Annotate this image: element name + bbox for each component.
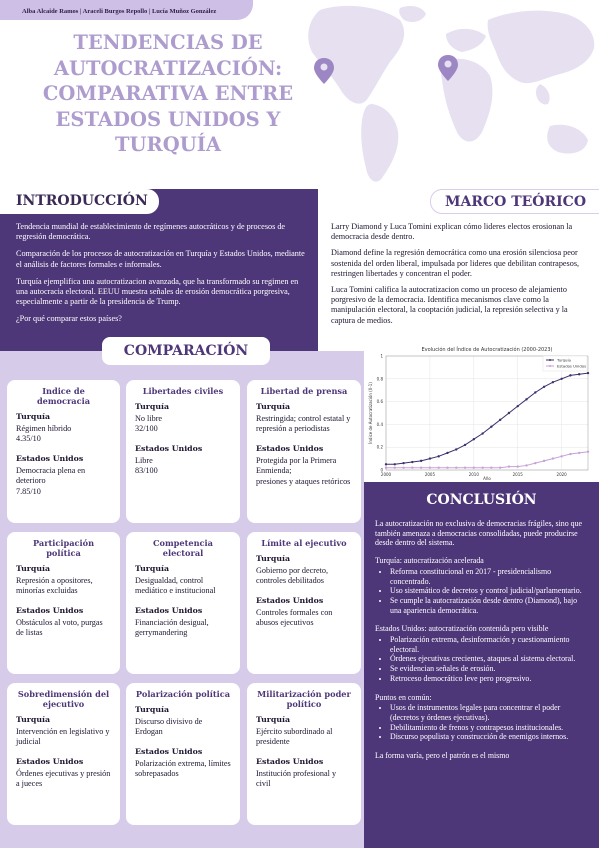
card-turquia-text: Gobierno por decreto, controles debilitados [256,566,329,586]
title-line: TURQUÍA [115,133,221,156]
data-point [464,467,466,469]
data-point [543,386,545,388]
card-eeuu-label: Estados Unidos [135,605,203,615]
card-turquia-text: Intervención en legislativo y judicial [16,727,110,747]
data-point [429,467,431,469]
card-eeuu-text: Financiación desigual, gerrymandering [135,617,209,638]
card-eeuu-label: Estados Unidos [16,453,84,463]
card-turquia-label: Turquía [16,715,50,724]
y-tick-label: 0.4 [376,421,383,427]
card-turquia-label: Turquía [256,554,290,563]
card-title: Límite al ejecutivo [261,538,347,548]
data-point [569,453,571,455]
card-turquia-text: Discurso divisivo de Erdogan [135,717,203,737]
y-axis-label: Índice de Autocratización (0-1) [368,382,373,444]
data-point [385,467,387,469]
y-tick-label: 0.6 [376,399,383,405]
data-point [587,372,589,374]
data-point [473,438,475,440]
poster-title [18,30,318,158]
comparison-heading: COMPARACIÓN [102,337,270,365]
y-tick-label: 0.2 [376,444,383,450]
data-point [499,467,501,469]
marco-paragraph: Luca Tomini califica la autocratizacion como un proceso de alejamiento porgresivo de la democracia. Identifica mecanismos clave como la manipulación electoral, la cooptación judicial, la represión selectiva y la captura de medios. [331,285,568,325]
card-title: Libertad de prensa [260,386,348,396]
legend-label: Turquía [557,357,571,363]
card-turquia-text: No libre 32/100 [135,414,163,434]
y-tick-label: 0 [380,467,383,473]
conclusion-body [375,519,589,769]
card-turquia-label: Turquía [256,715,290,724]
card-eeuu-text: Obstáculos al voto, purgas de listas [16,617,103,638]
data-point [411,467,413,469]
conclusion-list [375,567,589,616]
intro-body [16,222,308,332]
x-axis-label: Año [483,476,491,481]
chart-container [366,342,599,482]
title-line: ESTADOS UNIDOS Y [55,107,281,131]
autocratization-line-chart [366,342,599,482]
title-line: AUTOCRATIZACIÓN: [53,56,283,80]
series-line [386,373,588,464]
data-point [490,467,492,469]
conclusion-intro: La autocratización no exclusiva de democracias frágiles, sino que también amenaza a democracias consolidadas, puede producirse desde dentro del sistema. [375,519,583,548]
card-eeuu-label: Estados Unidos [135,746,203,756]
card-title: Militarización poder político [257,689,351,709]
card-turquia-label: Turquía [135,564,169,573]
marco-paragraph: Larry Diamond y Luca Tomini explican cómo lideres electos erosionan la democracia desde dentro. [331,222,573,242]
card-title: Indice de democracia [36,386,91,406]
card-turquia-label: Turquía [16,564,50,573]
card-eeuu-text: Institución profesional y civil [256,768,337,789]
data-point [411,461,413,463]
data-point [420,467,422,469]
data-point [499,419,501,421]
card-turquia-text: Represión a opositores, minorías excluidas [16,576,93,596]
data-point [552,457,554,459]
card-turquia-text: Restringida; control estatal y represión a periodistas [256,414,351,434]
conclusion-list-item: • Retroceso democrático leve pero progresivo. [390,674,589,684]
comparison-card [126,683,240,825]
data-point [534,391,536,393]
data-point [446,452,448,454]
card-eeuu-text: Democracia plena en deterioro 7.85/10 [16,465,86,496]
card-title: Libertades civiles [142,386,224,396]
card-eeuu-text: Controles formales con abusos ejecutivos [256,607,333,628]
data-point [446,467,448,469]
data-point [394,463,396,465]
plot-frame [386,356,588,470]
data-point [481,432,483,434]
title-line: TENDENCIAS DE [73,31,263,54]
data-point [578,373,580,375]
data-point [525,398,527,400]
card-eeuu-label: Estados Unidos [135,443,203,453]
intro-question: ¿Por qué comparar estos países? [16,314,122,324]
comparison-card [126,380,240,523]
data-point [473,467,475,469]
x-tick-label: 2020 [556,472,567,477]
x-tick-label: 2015 [512,472,523,477]
comparison-card [7,380,120,523]
x-tick-label: 2000 [380,472,392,477]
data-point [464,444,466,446]
legend-marker [549,365,551,367]
intro-paragraph: Comparación de los procesos de autocratización en Turquía y Estados Unidos, mediante el análisis de factores formales e informales. [16,249,305,269]
data-point [587,451,589,453]
conclusion-heading: CONCLUSIÓN [426,492,537,508]
card-turquia-label: Turquía [256,402,290,411]
card-eeuu-label: Estados Unidos [256,756,324,766]
conclusion-section-lead: Puntos en común: [375,692,432,702]
data-point [437,455,439,457]
conclusion-list-item: • Reforma constitucional en 2017 - presidencialismo concentrado. [390,567,589,586]
comparison-card [247,532,361,674]
conclusion-section-lead: Estados Unidos: autocratización contenida pero visible [375,624,549,634]
marco-body [331,222,583,332]
data-point [455,448,457,450]
conclusion-list-item: • Uso sistemático de decretos y control judicial/parlamentario. [390,586,589,596]
data-point [560,455,562,457]
data-point [429,457,431,459]
data-point [569,374,571,376]
comparison-card [247,683,361,825]
conclusion-list-item: • Se cumple la autocratización desde dentro (Diamond), bajo una apariencia democrática. [390,596,589,615]
card-title: Polarización política [135,689,231,699]
data-point [508,412,510,414]
comparison-card [7,683,120,825]
card-turquia-text: Ejército subordinado al presidente [256,727,333,747]
card-turquia-label: Turquía [135,402,169,411]
authors-tab [0,0,253,20]
card-eeuu-text: Protegida por la Primera Enmienda; presiones y ataques retóricos [256,455,351,486]
card-eeuu-label: Estados Unidos [256,443,324,453]
data-point [437,467,439,469]
data-point [385,463,387,465]
intro-heading: INTRODUCCIÓN [0,189,159,214]
data-point [402,467,404,469]
card-eeuu-text: Libre 83/100 [135,455,158,476]
conclusion-list-item: • Usos de instrumentos legales para concentrar el poder (decretos y órdenes ejecutivas). [390,703,589,722]
card-title: Participación política [32,538,95,558]
card-eeuu-text: Órdenes ejecutivas y presión a jueces [16,768,111,789]
y-tick-label: 1 [380,353,383,359]
marco-heading: MARCO TEÓRICO [430,189,599,214]
title-line: COMPARATIVA ENTRE [42,82,294,105]
data-point [517,405,519,407]
comparison-card [7,532,120,674]
card-eeuu-text: Polarización extrema, límites sobrepasados [135,758,231,779]
x-tick-label: 2010 [468,472,479,477]
data-point [543,460,545,462]
conclusion-list-item: • Se evidencian señales de erosión. [390,664,589,674]
conclusion-list [375,635,589,684]
intro-paragraph: Tendencia mundial de establecimiento de regímenes autocráticos y de procesos de regresión democrática. [16,222,286,242]
card-turquia-label: Turquía [16,412,50,421]
data-point [578,452,580,454]
comparison-card [126,532,240,674]
card-turquia-text: Desigualdad, control mediático e institucional [135,576,216,596]
data-point [455,467,457,469]
conclusion-list-item: • Discurso populista y construcción de enemigos internos. [390,732,589,742]
data-point [552,381,554,383]
data-point [481,467,483,469]
data-point [394,467,396,469]
data-point [508,465,510,467]
x-tick-label: 2005 [424,472,436,477]
card-title: Sobredimensión del ejecutivo [17,689,110,709]
data-point [560,378,562,380]
y-tick-label: 0.8 [376,376,383,382]
card-eeuu-label: Estados Unidos [16,605,84,615]
data-point [490,425,492,427]
conclusion-list-item: • Polarización extrema, desinformación y cuestionamiento electoral. [390,635,589,654]
conclusion-list [375,703,589,742]
conclusion-closing: La forma varía, pero el patrón es el mismo [375,751,510,761]
chart-title: Evolución del Índice de Autocratización (2000-2023) [421,347,553,353]
card-eeuu-label: Estados Unidos [256,595,324,605]
legend-label: Estados Unidos [557,363,587,369]
data-point [420,460,422,462]
authors-text: Alba Alcaide Ramos | Araceli Burgos Repollo | Lucía Muñoz González [22,8,217,15]
data-point [517,465,519,467]
card-eeuu-label: Estados Unidos [16,756,84,766]
card-turquia-text: Régimen híbrido 4.35/10 [16,424,72,444]
conclusion-list-item: • Órdenes ejecutivas crecientes, ataques al sistema electoral. [390,654,589,664]
conclusion-list-item: • Debilitamiento de frenos y contrapesos institucionales. [390,723,589,733]
intro-paragraph: Turquía ejemplifica una autocratizacion avanzada, que ha transformado su regimen en una autocracia electoral. EEUU muestra señales de erosión democrática porgresiva, especialmente a partir de la presidencia de Trump. [16,276,299,307]
marco-paragraph: Diamond define la regresión democrática como una erosión silenciosa peor sostenida del orden liberal, impulsada por lideres que debilitan contrapesos, restringen libertades y concentran el poder. [331,248,580,278]
series-line [386,452,588,468]
legend-marker [549,359,551,361]
comparison-card [247,380,361,523]
card-turquia-label: Turquía [135,705,169,714]
card-title: Competencia electoral [153,538,213,558]
data-point [525,464,527,466]
data-point [402,462,404,464]
data-point [534,462,536,464]
conclusion-section-lead: Turquía: autocratización acelerada [375,556,484,566]
